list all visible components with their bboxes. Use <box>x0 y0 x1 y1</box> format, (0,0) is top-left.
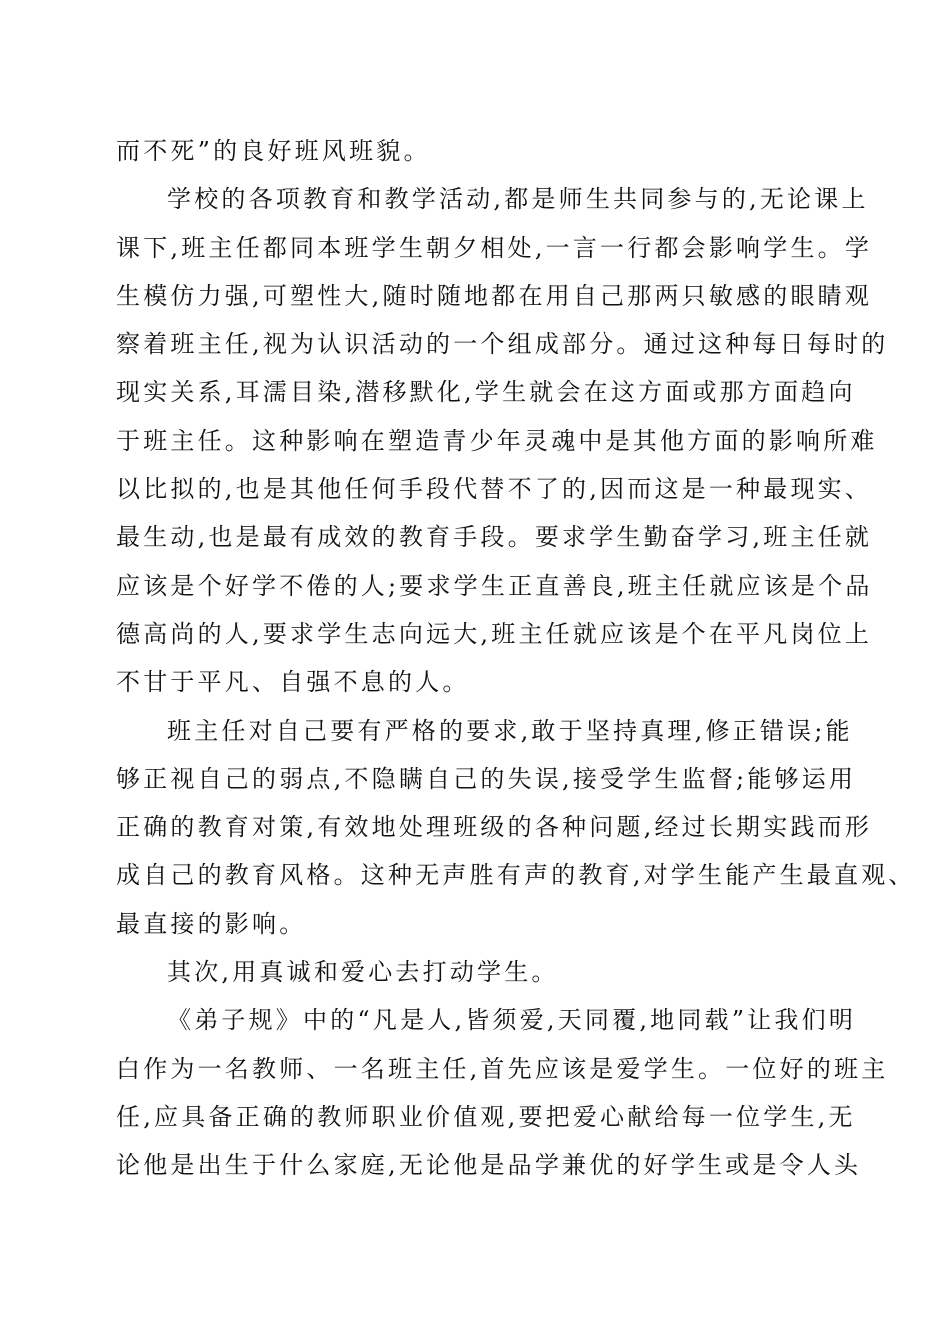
text-line: 察着班主任,视为认识活动的一个组成部分。通过这种每日每时的 <box>116 330 889 359</box>
text-line: 应该是个好学不倦的人;要求学生正直善良,班主任就应该是个品 <box>116 571 873 600</box>
text-line: 成自己的教育风格。这种无声胜有声的教育,对学生能产生最直观、 <box>116 861 916 890</box>
text-line: 正确的教育对策,有效地处理班级的各种问题,经过长期实践而形 <box>116 813 873 842</box>
text-line: 德高尚的人,要求学生志向远大,班主任就应该是个在平凡岗位上 <box>116 619 873 648</box>
text-line: 课下,班主任都同本班学生朝夕相处,一言一行都会影响学生。学 <box>116 233 873 262</box>
body-text <box>116 127 916 1190</box>
text-line: 任,应具备正确的教师职业价值观,要把爱心献给每一位学生,无 <box>116 1102 856 1131</box>
text-line: 学校的各项教育和教学活动,都是师生共同参与的,无论课上 <box>167 185 869 214</box>
text-line: 生模仿力强,可塑性大,随时随地都在用自己那两只敏感的眼睛观 <box>116 281 873 310</box>
text-line: 不甘于平凡、自强不息的人。 <box>116 668 470 697</box>
text-line: 于班主任。这种影响在塑造青少年灵魂中是其他方面的影响所难 <box>116 426 878 455</box>
text-line: 而不死”的良好班风班貌。 <box>116 137 431 165</box>
text-line: 论他是出生于什么家庭,无论他是品学兼优的好学生或是令人头 <box>116 1151 862 1180</box>
text-line: 其次,用真诚和爱心去打动学生。 <box>167 958 559 987</box>
text-line: 《弟子规》中的“凡是人,皆须爱,天同覆,地同载”让我们明 <box>167 1006 857 1035</box>
text-line: 现实关系,耳濡目染,潜移默化,学生就会在这方面或那方面趋向 <box>116 378 856 407</box>
text-line: 够正视自己的弱点,不隐瞒自己的失误,接受学生监督;能够运用 <box>116 764 857 793</box>
text-line: 最生动,也是最有成效的教育手段。要求学生勤奋学习,班主任就 <box>116 523 873 552</box>
text-line: 以比拟的,也是其他任何手段代替不了的,因而这是一种最现实、 <box>116 475 873 504</box>
text-line: 最直接的影响。 <box>116 909 307 938</box>
text-line: 班主任对自己要有严格的要求,敢于坚持真理,修正错误;能 <box>167 716 853 745</box>
text-line: 白作为一名教师、一名班主任,首先应该是爱学生。一位好的班主 <box>116 1054 889 1083</box>
